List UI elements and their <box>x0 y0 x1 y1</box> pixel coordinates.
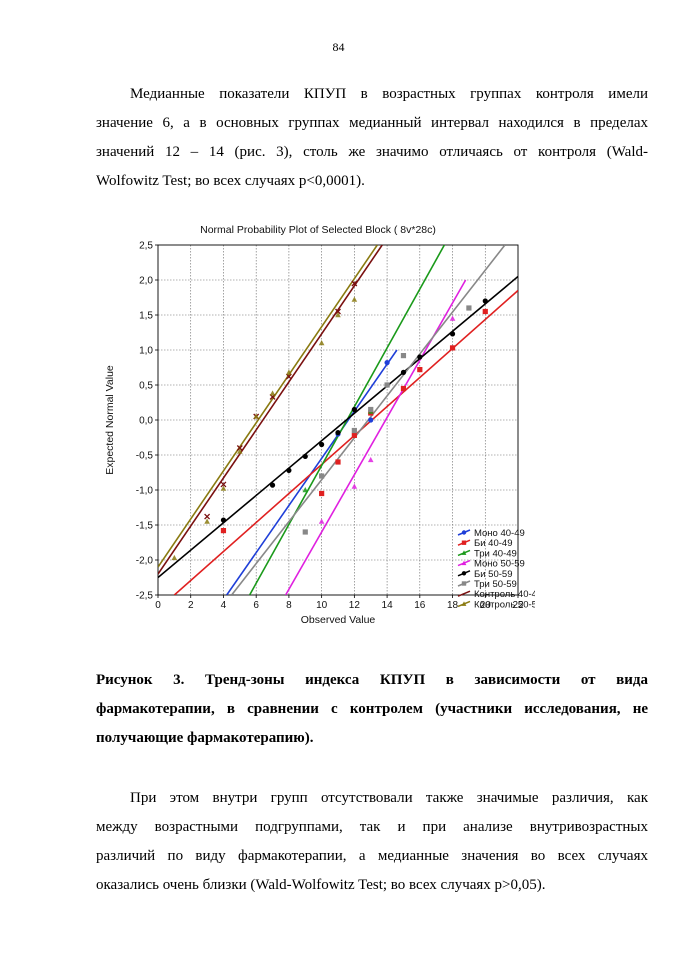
trend-line <box>174 291 518 596</box>
text-line: между возрастными подгруппами, так и при анализе внутривозрастных <box>96 819 648 835</box>
data-point <box>319 340 325 345</box>
y-tick-label: 0,5 <box>139 380 153 392</box>
y-tick-label: -2,5 <box>135 590 153 602</box>
y-tick-label: -0,5 <box>135 450 153 462</box>
normal-probability-plot <box>95 215 535 645</box>
y-tick-label: -1,0 <box>135 485 153 497</box>
paragraph-1 <box>96 80 648 196</box>
caption-line: получающие фармакотерапию). <box>96 730 314 746</box>
data-point <box>417 354 422 359</box>
data-point <box>352 428 357 433</box>
data-point <box>319 442 324 447</box>
trend-line <box>158 245 382 574</box>
legend-swatch-marker <box>462 581 466 585</box>
data-point <box>483 309 488 314</box>
data-point <box>270 483 275 488</box>
text-line: Wolfowitz Test; во всех случаях p<0,0001). <box>96 173 365 189</box>
data-point <box>417 367 422 372</box>
x-tick-label: 14 <box>381 600 393 611</box>
legend-label: Контроль 50-5 <box>474 599 535 611</box>
chart-title: Normal Probability Plot of Selected Block ( 8v*28c) <box>200 224 436 236</box>
y-tick-label: 2,0 <box>139 275 153 287</box>
text-line: Медианные показатели КПУП в возрастных группах контроля имели <box>130 86 648 102</box>
data-point <box>335 459 340 464</box>
text-line: оказались очень близки (Wald-Wolfowitz Test; во всех случаях p>0,05). <box>96 877 546 893</box>
data-point <box>483 298 488 303</box>
y-tick-label: 1,0 <box>139 345 153 357</box>
caption-line: фармакотерапии, в сравнении с контролем (участники исследования, не <box>96 701 648 717</box>
data-point <box>352 297 358 302</box>
data-point <box>319 491 324 496</box>
legend-label: Контроль 40-4 <box>474 589 535 601</box>
page-number: 84 <box>332 40 345 54</box>
data-point <box>352 433 357 438</box>
x-tick-label: 2 <box>187 600 194 611</box>
text-line: различий по виду фармакотерапии, а медианные значения во всех случаях <box>96 848 648 864</box>
data-point <box>319 473 324 478</box>
caption-line: Рисунок 3. Тренд-зоны индекса КПУП в зависимости от вида <box>96 672 648 688</box>
data-point <box>335 430 340 435</box>
data-point <box>368 457 374 462</box>
x-tick-label: 8 <box>286 600 292 611</box>
data-point <box>302 487 308 492</box>
data-point <box>466 305 471 310</box>
data-point <box>401 370 406 375</box>
y-tick-label: -1,5 <box>135 520 153 532</box>
legend-label: Би 50-59 <box>474 568 513 580</box>
legend-label: Моно 40-49 <box>474 528 525 539</box>
data-point <box>401 386 406 391</box>
y-tick-label: 0,0 <box>139 415 153 427</box>
data-point <box>303 529 308 534</box>
data-point <box>384 360 389 365</box>
data-point <box>368 417 373 422</box>
legend-label: Би 40-49 <box>474 538 513 550</box>
legend-label: Три 50-59 <box>474 579 517 590</box>
data-point <box>221 528 226 533</box>
data-point <box>450 345 455 350</box>
x-tick-label: 16 <box>414 600 426 611</box>
y-tick-label: 2,5 <box>139 240 153 252</box>
x-tick-label: 22 <box>512 600 524 611</box>
y-axis-label: Expected Normal Value <box>104 365 116 475</box>
x-tick-label: 18 <box>446 600 459 611</box>
data-point <box>286 468 291 473</box>
x-tick-label: 6 <box>253 600 259 611</box>
x-tick-label: 4 <box>220 600 227 611</box>
data-point <box>319 519 325 524</box>
x-tick-label: 12 <box>348 600 360 611</box>
figure-caption <box>96 666 648 753</box>
x-tick-label: 0 <box>155 600 161 611</box>
data-point <box>352 407 357 412</box>
legend-swatch-marker <box>462 530 466 534</box>
legend-swatch-line <box>458 591 470 596</box>
data-point <box>352 484 358 489</box>
trend-line <box>286 280 466 595</box>
data-point <box>401 353 406 358</box>
x-axis-label: Observed Value <box>300 614 376 626</box>
legend-label: Три 40-49 <box>474 548 517 560</box>
text-line: При этом внутри групп отсутствовали также значимые различия, как <box>130 790 648 806</box>
figure-chart <box>95 215 535 645</box>
data-point <box>205 514 210 519</box>
data-point <box>172 555 178 560</box>
x-tick-label: 10 <box>316 600 328 611</box>
data-point <box>450 316 456 321</box>
legend-swatch-marker <box>462 541 466 545</box>
data-point <box>270 390 276 395</box>
data-point <box>221 518 226 523</box>
data-point <box>450 331 455 336</box>
legend-swatch-marker <box>462 571 466 575</box>
data-point <box>368 407 373 412</box>
data-point <box>303 454 308 459</box>
text-line: значение 6, а в основных группах медианный интервал находился в пределах <box>96 115 648 131</box>
data-point <box>384 382 389 387</box>
x-tick-label: 20 <box>479 600 491 611</box>
legend-label: Моно 50-59 <box>474 558 525 570</box>
text-line: значений 12 – 14 (рис. 3), столь же значимо отличаясь от контроля (Wald- <box>96 144 648 160</box>
y-tick-label: -2,0 <box>135 555 153 567</box>
paragraph-2 <box>96 784 648 900</box>
y-tick-label: 1,5 <box>139 310 153 322</box>
